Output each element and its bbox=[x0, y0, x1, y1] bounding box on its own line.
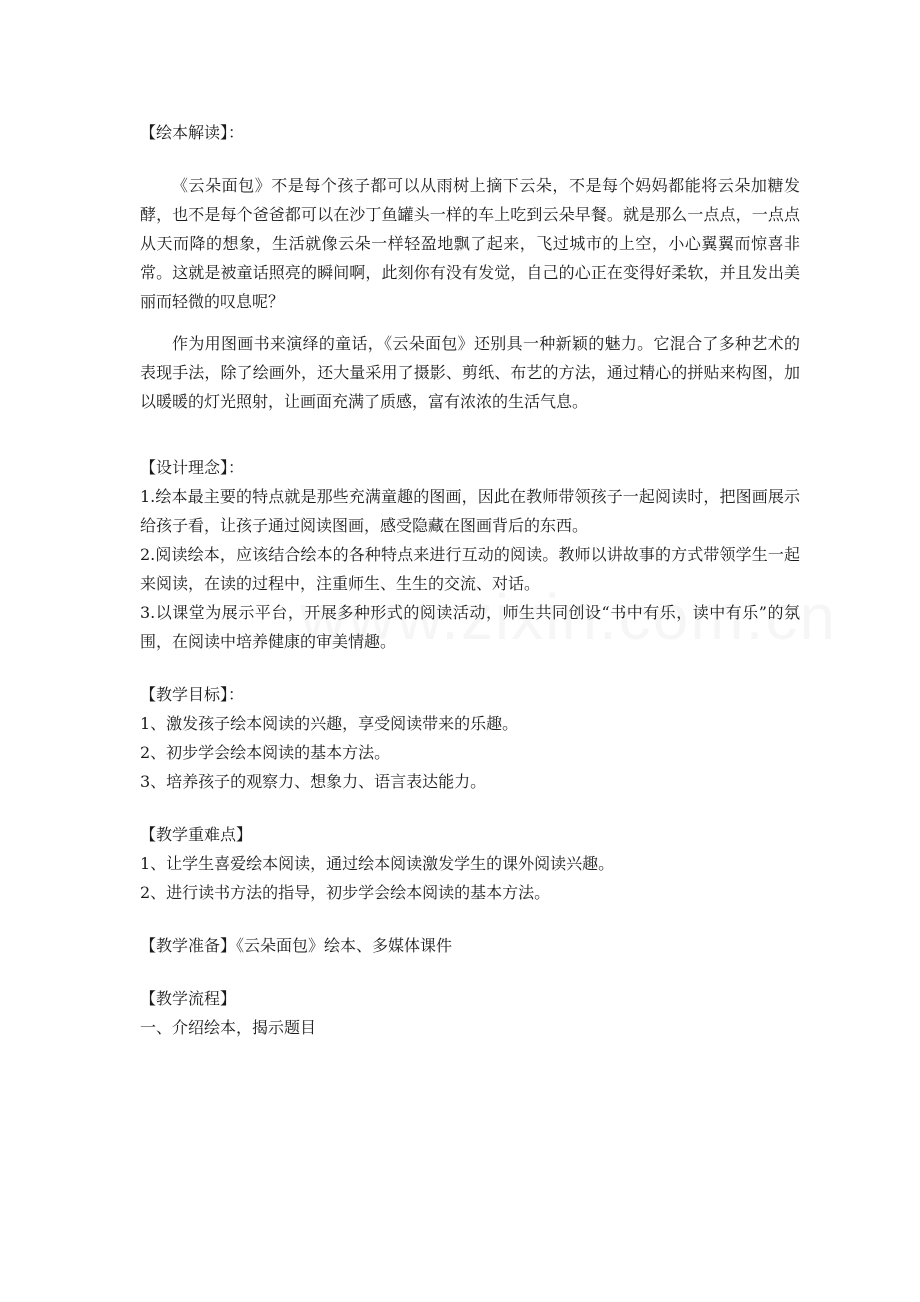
section-heading-goals: 【教学目标】： bbox=[140, 685, 245, 704]
design-item-1: 1.绘本最主要的特点就是那些充满童趣的图画，因此在教师带领孩子一起阅读时，把图画展示给孩子看，让孩子通过阅读图画，感受隐藏在图画背后的东西。 bbox=[140, 487, 800, 535]
section-preparation: 【教学准备】《云朵面包》绘本、多媒体课件 bbox=[140, 936, 453, 955]
goal-item-2: 2、初步学会绘本阅读的基本方法。 bbox=[140, 743, 391, 762]
section-heading-interpretation: 【绘本解读】： bbox=[140, 123, 245, 142]
goal-item-3: 3、培养孩子的观察力、想象力、语言表达能力。 bbox=[140, 772, 487, 791]
interpretation-paragraph-2: 作为用图画书来演绎的童话，《云朵面包》还别具一种新颖的魅力。它混合了多种艺术的表现手法，除了绘画外，还大量采用了摄影、剪纸、布艺的方法，通过精心的拼贴来构图，加以暖暖的灯光照射，让画面充满了质感，富有浓浓的生活气息。 bbox=[140, 334, 800, 411]
key-point-item-2: 2、进行读书方法的指导，初步学会绘本阅读的基本方法。 bbox=[140, 883, 551, 902]
interpretation-paragraph-1: 《云朵面包》不是每个孩子都可以从雨树上摘下云朵，不是每个妈妈都能将云朵加糖发酵，也不是每个爸爸都可以在沙丁鱼罐头一样的车上吃到云朵早餐。就是那么一点点，一点点从天而降的想象，生活就像云朵一样轻盈地飘了起来，飞过城市的上空，小心翼翼而惊喜非常。这就是被童话照亮的瞬间啊，此刻你有没有发觉，自己的心正在变得好柔软，并且发出美丽而轻微的叹息呢？ bbox=[140, 176, 800, 311]
section-heading-process: 【教学流程】 bbox=[140, 989, 237, 1008]
design-item-2: 2.阅读绘本，应该结合绘本的各种特点来进行互动的阅读。教师以讲故事的方式带领学生一起来阅读，在读的过程中，注重师生、生生的交流、对话。 bbox=[140, 545, 800, 593]
section-heading-key-points: 【教学重难点】 bbox=[140, 825, 253, 844]
key-point-item-1: 1、让学生喜爱绘本阅读，通过绘本阅读激发学生的课外阅读兴趣。 bbox=[140, 854, 615, 873]
design-item-3: 3.以课堂为展示平台，开展多种形式的阅读活动，师生共同创设“书中有乐，读中有乐”的氛围，在阅读中培养健康的审美情趣。 bbox=[140, 603, 800, 651]
process-item-1: 一、介绍绘本，揭示题目 bbox=[140, 1018, 317, 1037]
goal-item-1: 1、激发孩子绘本阅读的兴趣，享受阅读带来的乐趣。 bbox=[140, 714, 519, 733]
document-page bbox=[140, 118, 800, 1042]
section-heading-design: 【设计理念】： bbox=[140, 458, 245, 477]
